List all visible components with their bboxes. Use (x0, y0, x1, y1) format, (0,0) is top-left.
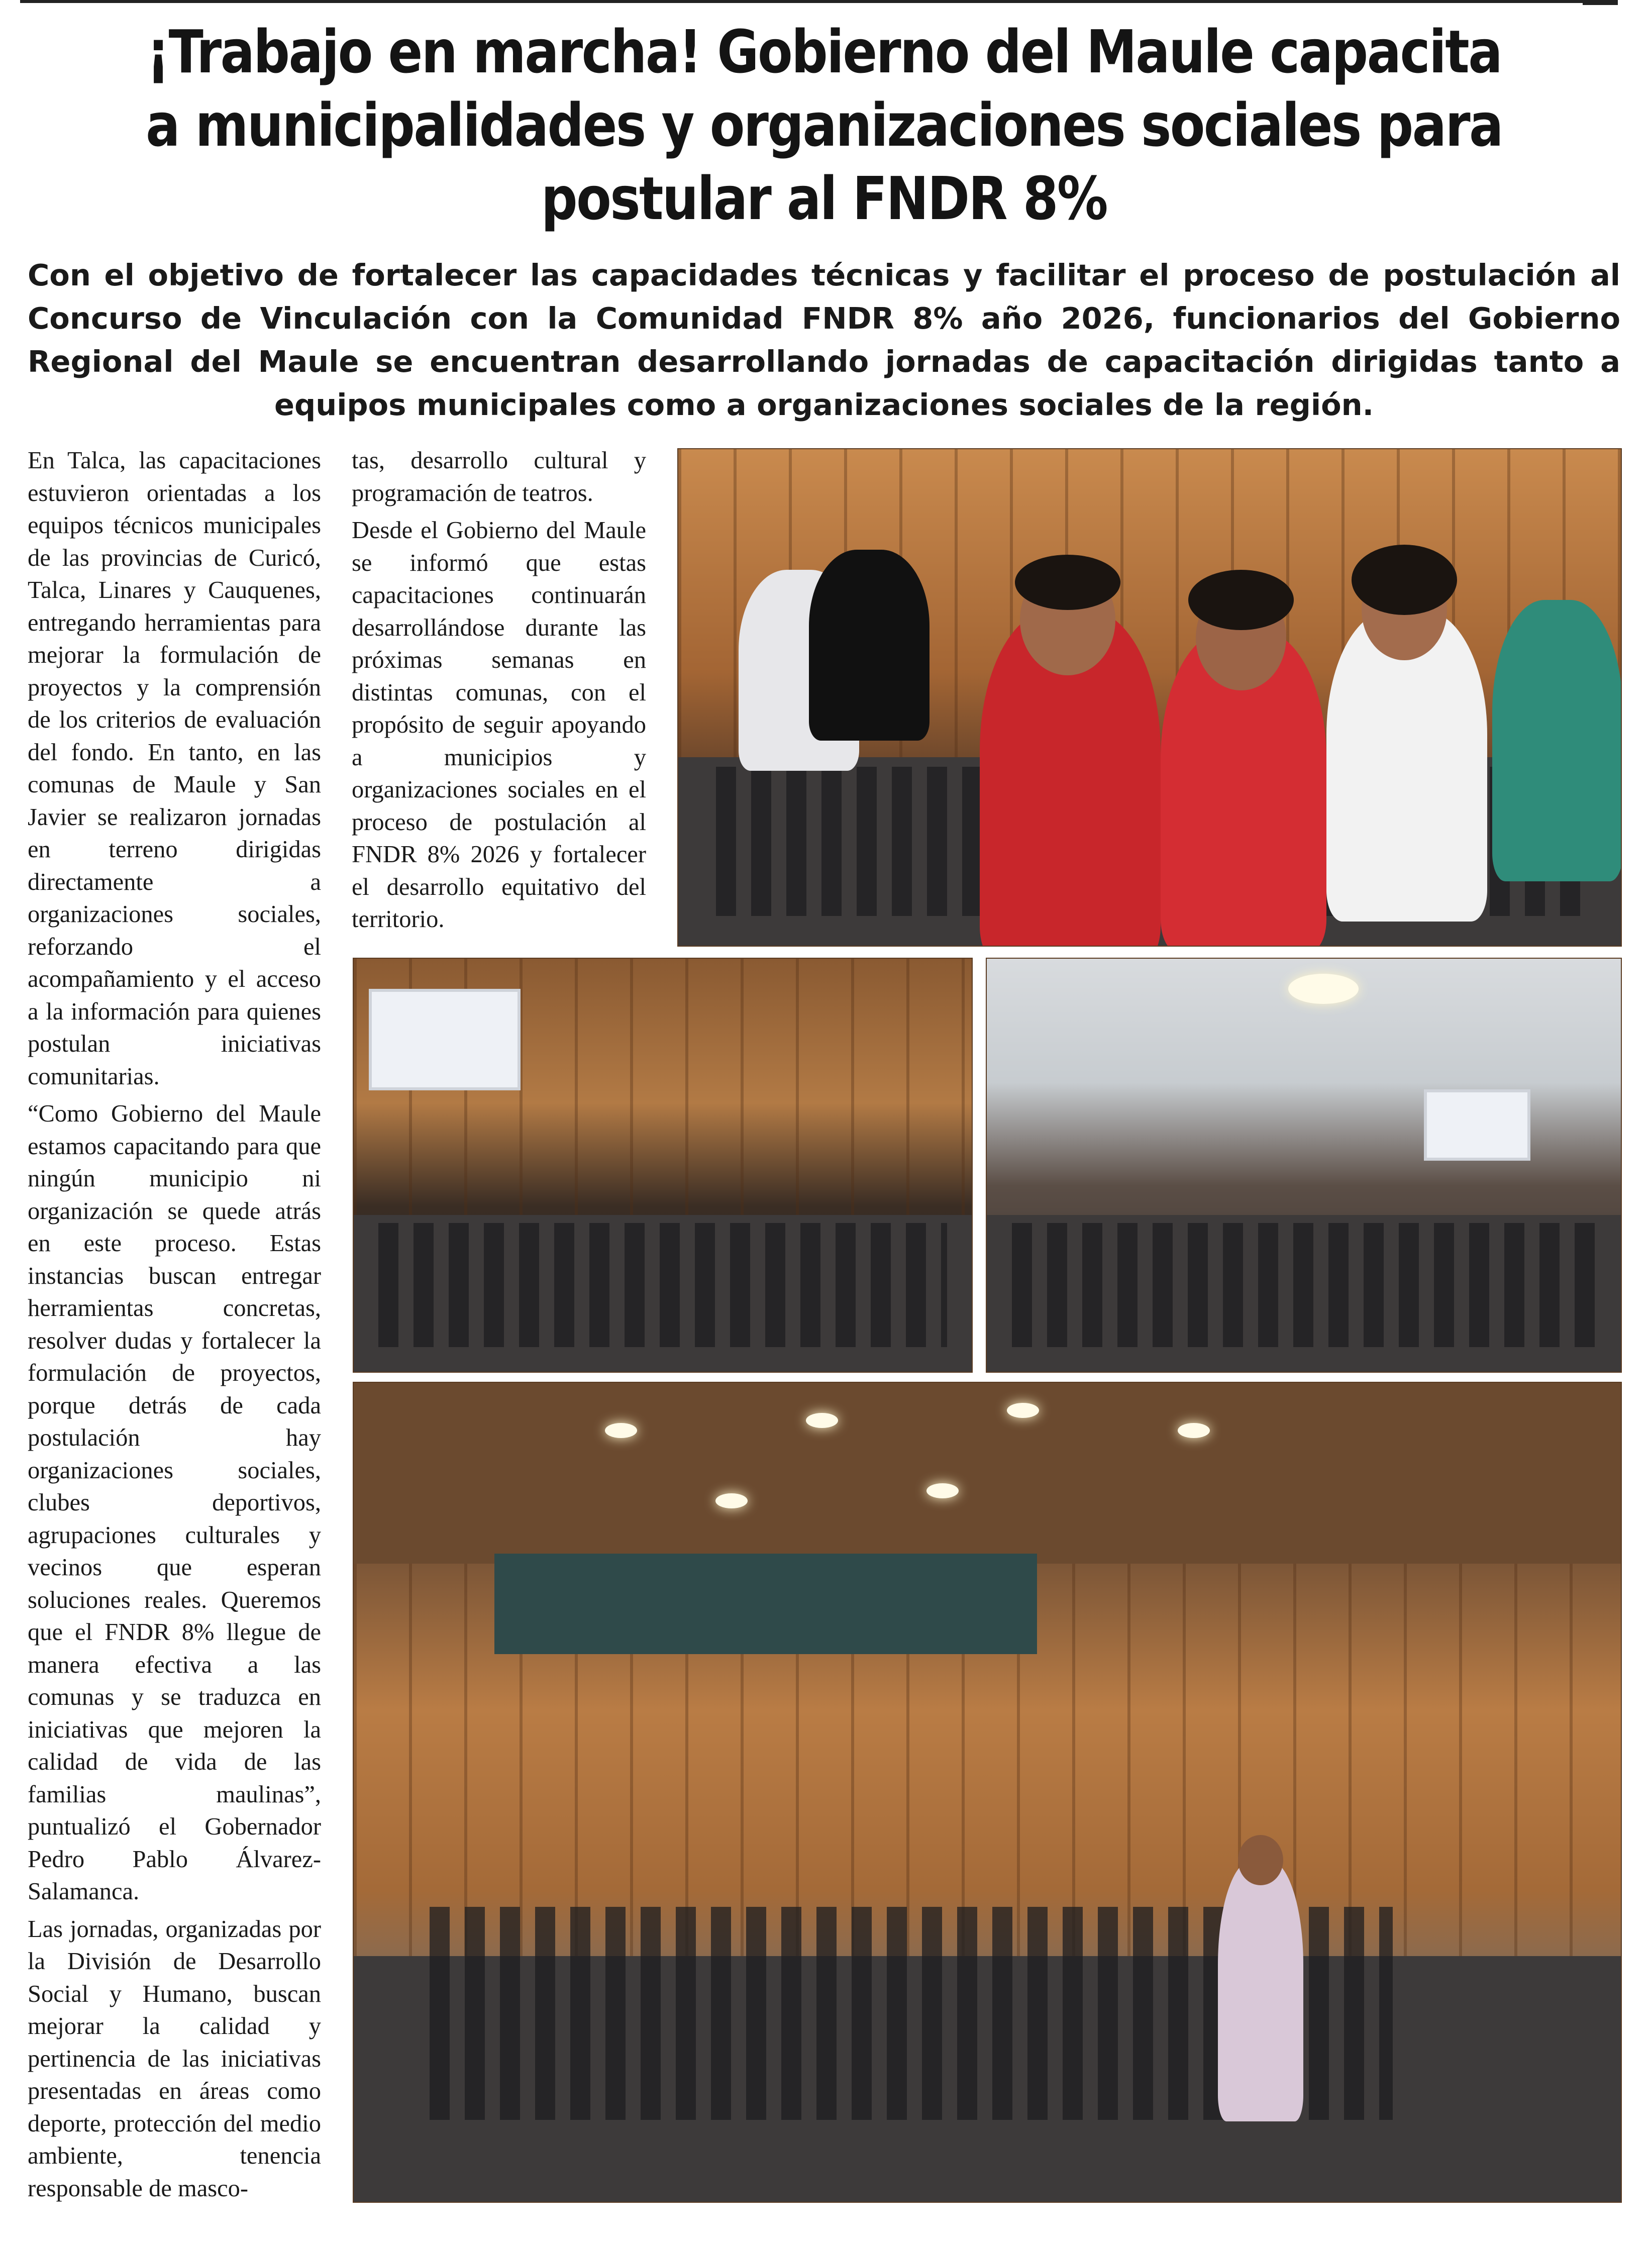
article-lead: Con el objetivo de fortalecer las capacidades técnicas y facilitar el proceso de postulación al Concurso de Vinculación con la Comunidad FNDR 8% año 2026, funcionarios del Gobierno Regional del Maule se encuentran desarrollando jornadas de capacitación dirigidas tanto a equipos municipales como a organizaciones sociales de la región. (28, 258, 1620, 422)
photo-auditorium-presentation (353, 958, 973, 1373)
attendee-hair (1015, 555, 1120, 610)
presenter (1218, 1860, 1303, 2121)
ceiling-light (806, 1413, 838, 1428)
photo-attendees-closeup (677, 448, 1622, 947)
ceiling-light (926, 1483, 959, 1498)
text-column-1 (28, 445, 321, 2210)
photo-hall-wide (353, 1382, 1622, 2203)
paragraph: “Como Gobierno del Maule estamos capacitando para que ningún municipio ni organización se quede atrás en este proceso. Estas instancias buscan entregar herramientas concretas, resolver dudas y fortalecer la formulación de proyectos, porque detrás de cada postulación hay organizaciones sociales, clubes deportivos, agrupaciones culturales y vecinos que esperan soluciones reales. Queremos que el FNDR 8% llegue de manera efectiva a las comunas y se traduzca en iniciativas que mejoren la calidad de vida de las familias maulinas”, puntualizó el Gobernador Pedro Pablo Álvarez-Salamanca. (28, 1100, 321, 1905)
paragraph: Las jornadas, organizadas por la División de Desarrollo Social y Humano, buscan mejorar la calidad y pertinencia de las iniciativas presentadas en áreas como deporte, protección del medio ambiente, tenencia responsable de masco- (28, 1915, 321, 2202)
attendee-teal (1492, 600, 1622, 881)
article-headline: ¡Trabajo en marcha! Gobierno del Maule capacita a municipalidades y organizaciones sociales para postular al FNDR 8% (146, 17, 1502, 233)
attendee-hair (1188, 570, 1294, 630)
text-column-2 (352, 445, 646, 941)
ceiling-light (605, 1423, 637, 1438)
ceiling-light (1007, 1403, 1039, 1418)
projection-screen (369, 989, 521, 1090)
presenter-head (1238, 1835, 1283, 1885)
top-corner-mark (1583, 0, 1618, 5)
projection-screen (1424, 1089, 1530, 1161)
attendee-hair (1352, 545, 1457, 615)
chairs (378, 1223, 947, 1347)
ceiling-light (1288, 974, 1359, 1004)
ceiling-light (1178, 1423, 1210, 1438)
photo-meeting-room (986, 958, 1622, 1373)
attendee-background (809, 550, 930, 741)
ceiling (354, 1383, 1621, 1564)
paragraph: En Talca, las capacitaciones estuvieron orientadas a los equipos técnicos municipales de las provincias de Curicó, Talca, Linares y Cauquenes, entregando herramientas para mejorar la formulación de proyectos y la comprensión de los criterios de evaluación del fondo. En tanto, en las comunas de Maule y San Javier se realizaron jornadas en terreno dirigidas directamente a organizaciones sociales, reforzando el acompañamiento y el acceso a la información para quienes postulan iniciativas comunitarias. (28, 447, 321, 1090)
ceiling-light (715, 1493, 748, 1508)
balcony-window (494, 1554, 1037, 1654)
paragraph: Desde el Gobierno del Maule se informó que estas capacitaciones continuarán desarrollándose durante las próximas semanas en distintas comunas, con el propósito de seguir apoyando a municipios y organizaciones sociales en el proceso de postulación al FNDR 8% 2026 y fortalecer el desarrollo equitativo del territorio. (352, 517, 646, 933)
paragraph: tas, desarrollo cultural y programación de teatros. (352, 447, 646, 506)
chairs (1012, 1223, 1595, 1347)
top-rule (20, 0, 1608, 3)
